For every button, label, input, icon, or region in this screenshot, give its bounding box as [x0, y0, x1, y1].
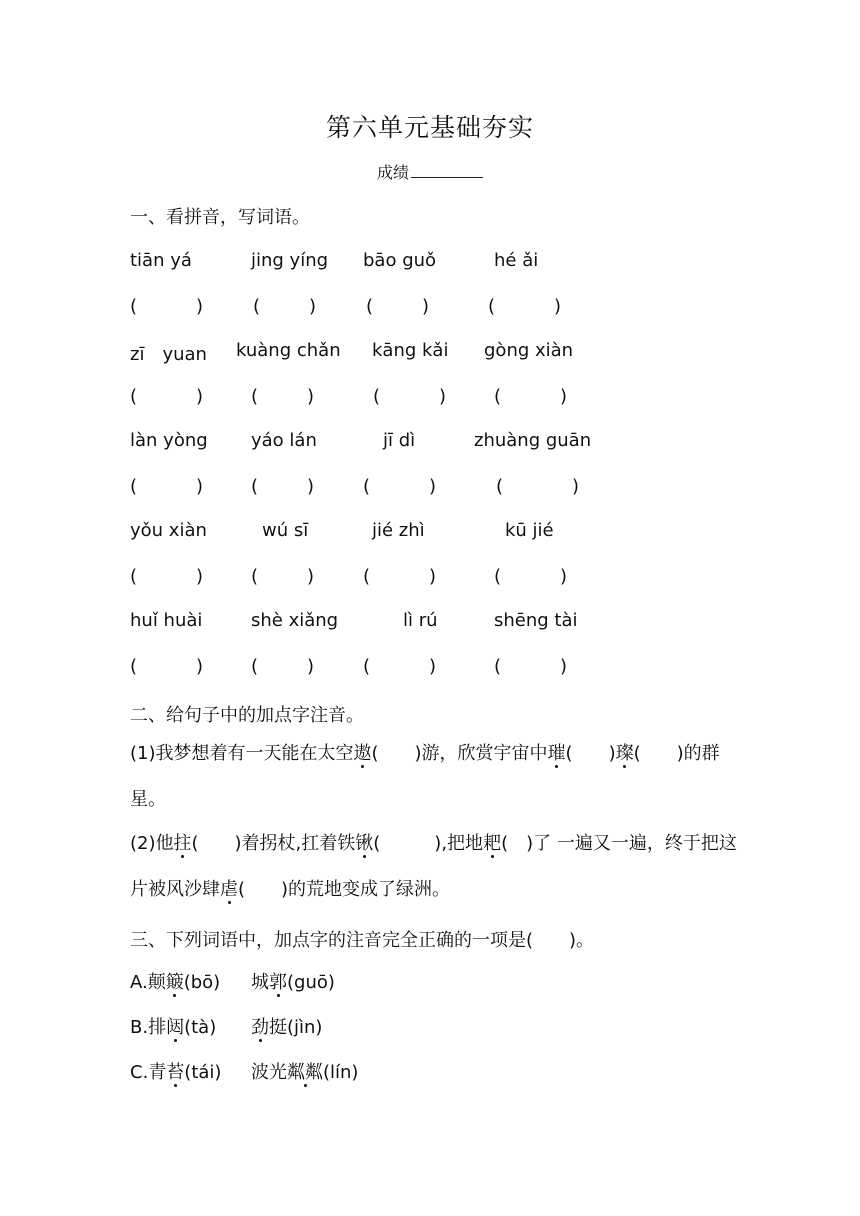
- score-label: 成绩: [376, 163, 409, 182]
- option-text: (tái): [184, 1062, 222, 1083]
- text-fragment: ( )了 一遍又一遍，终于把这片被风沙肆: [130, 833, 737, 900]
- pinyin-item: yǒu xiàn: [130, 520, 207, 541]
- pinyin-item: tiān yá: [130, 250, 192, 271]
- option-text: 城: [251, 972, 269, 993]
- option-text: (tà): [184, 1017, 217, 1038]
- pinyin-item: huǐ huài: [130, 610, 203, 631]
- dotted-character: 闼: [166, 1017, 185, 1038]
- dotted-character: 劲: [251, 1017, 269, 1038]
- option-text: A.颠: [130, 972, 166, 993]
- option-a[interactable]: [130, 968, 335, 994]
- pinyin-item: kuàng chǎn: [236, 340, 341, 361]
- option-b[interactable]: [130, 1013, 323, 1039]
- score-field: [0, 160, 860, 183]
- pinyin-item: zī yuan: [130, 344, 207, 365]
- score-blank[interactable]: [411, 161, 483, 178]
- option-text: (lín): [323, 1062, 359, 1083]
- pinyin-item: kū jié: [505, 520, 554, 541]
- pinyin-item: jié zhì: [372, 520, 425, 541]
- section1-heading: 一、看拼音，写词语。: [130, 207, 310, 228]
- section3-heading: 三、下列词语中，加点字的注音完全正确的一项是( )。: [130, 930, 595, 951]
- text-fragment: ( )的荒地变成了绿洲。: [238, 879, 451, 900]
- question-2-2: [130, 821, 740, 913]
- pinyin-item: làn yòng: [130, 430, 208, 451]
- text-fragment: ( )着拐杖,扛着铁: [191, 833, 356, 854]
- pinyin-item: hé ǎi: [494, 250, 539, 271]
- text-fragment: ( ),把地: [373, 833, 484, 854]
- dotted-character: 虐: [220, 879, 238, 900]
- option-text: (guō): [287, 972, 335, 993]
- option-text: 波光: [251, 1062, 287, 1083]
- text-fragment: (2)他: [130, 833, 174, 854]
- dotted-character: 拄: [173, 833, 192, 854]
- pinyin-item: yáo lán: [251, 430, 317, 451]
- text-fragment: ( )游，欣赏宇宙中: [371, 743, 548, 764]
- dotted-character: 粼粼: [287, 1062, 323, 1083]
- pinyin-item: kāng kǎi: [372, 340, 449, 361]
- pinyin-item: shēng tài: [494, 610, 578, 631]
- page-title: 第六单元基础夯实: [325, 113, 534, 142]
- dotted-character: 郭: [269, 972, 287, 993]
- option-text: 挺(jìn): [269, 1017, 323, 1038]
- pinyin-item: shè xiǎng: [251, 610, 339, 631]
- pinyin-item: gòng xiàn: [484, 340, 574, 361]
- text-fragment: (1)我梦想着有一天能在太空: [130, 743, 354, 764]
- section2-heading: 二、给句子中的加点字注音。: [130, 705, 364, 726]
- dotted-character: 璀: [547, 743, 566, 764]
- option-text: B.排: [130, 1017, 167, 1038]
- dotted-character: 苔: [166, 1062, 185, 1083]
- option-text: C.青: [130, 1062, 167, 1083]
- pinyin-item: lì rú: [403, 610, 438, 631]
- text-fragment: ( ): [565, 743, 616, 764]
- pinyin-item: jī dì: [383, 430, 416, 451]
- pinyin-item: jing yíng: [251, 250, 329, 271]
- text-fragment: ( )的群星。: [130, 743, 720, 810]
- dotted-character: 锹: [355, 833, 374, 854]
- question-2-1: [130, 731, 740, 823]
- option-c[interactable]: [130, 1058, 359, 1084]
- pinyin-item: bāo guǒ: [363, 250, 437, 271]
- dotted-character: 耙: [483, 833, 502, 854]
- pinyin-item: wú sī: [262, 520, 309, 541]
- dotted-character: 遨: [353, 743, 372, 764]
- dotted-character: 簸: [165, 972, 184, 993]
- option-text: (bō): [183, 972, 221, 993]
- pinyin-item: zhuàng guān: [474, 430, 592, 451]
- dotted-character: 璨: [615, 743, 634, 764]
